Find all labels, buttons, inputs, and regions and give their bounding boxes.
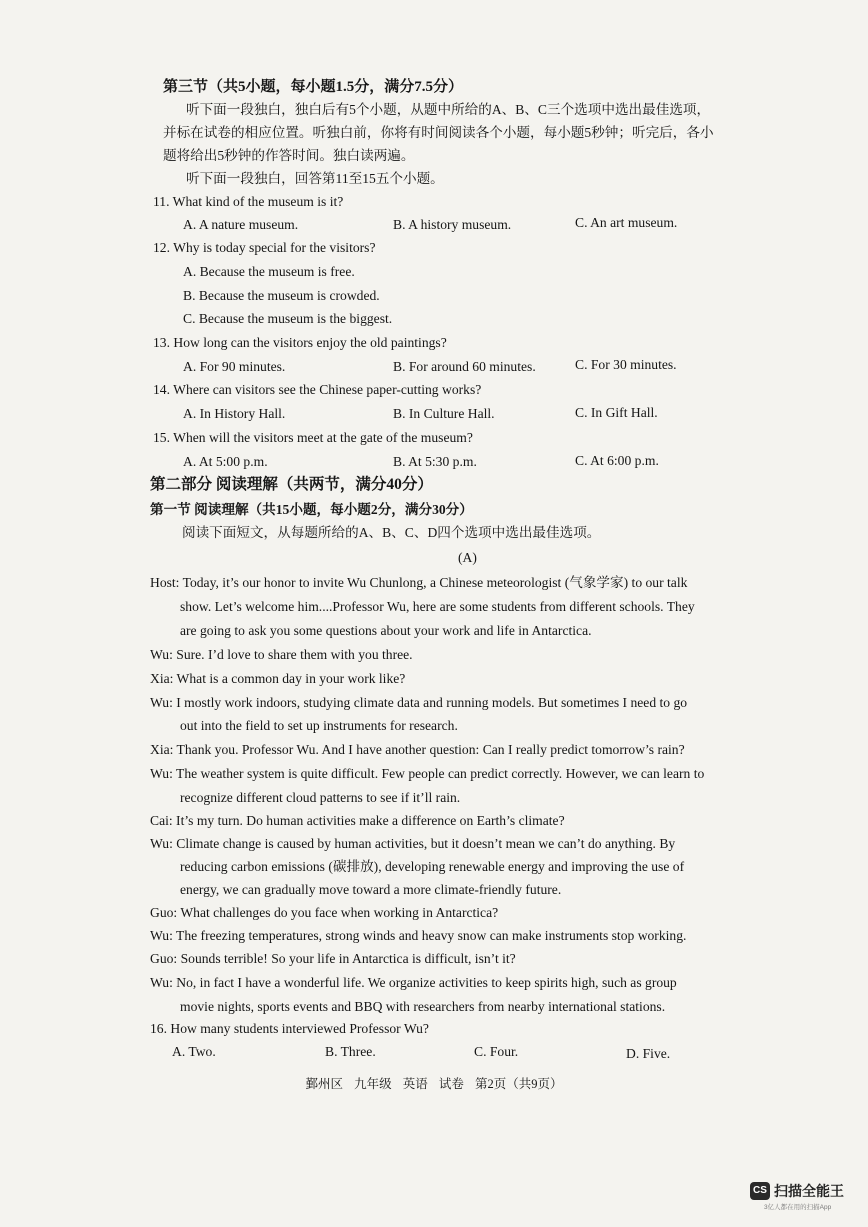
question-stem: 16. How many students interviewed Professor Wu? bbox=[150, 1021, 429, 1036]
dialogue-line: Wu: No, in fact I have a wonderful life. We organize activities to keep spirits high, such as group bbox=[150, 975, 677, 990]
section3-title: 第三节（共5小题，每小题1.5分，满分7.5分） bbox=[163, 79, 464, 95]
question-option: B. At 5:30 p.m. bbox=[393, 454, 477, 469]
dialogue-line: energy, we can gradually move toward a more climate-friendly future. bbox=[180, 882, 562, 897]
section3-sub-instruction: 听下面一段独白，回答第11至15五个小题。 bbox=[186, 171, 444, 186]
dialogue-line: Guo: Sounds terrible! So your life in Antarctica is difficult, isn’t it? bbox=[150, 951, 516, 966]
footer-subject: 英语 bbox=[402, 1077, 428, 1091]
question-stem: 15. When will the visitors meet at the gate of the museum? bbox=[153, 430, 473, 445]
page-footer bbox=[0, 1074, 868, 1092]
footer-doc: 试卷 bbox=[438, 1077, 464, 1091]
scanner-watermark bbox=[750, 1180, 858, 1214]
question-option: A. Two. bbox=[172, 1044, 216, 1059]
passage-label: (A) bbox=[458, 550, 477, 565]
dialogue-line: Xia: What is a common day in your work like? bbox=[150, 671, 406, 686]
question-option: C. In Gift Hall. bbox=[575, 405, 658, 420]
dialogue-line: Wu: Sure. I’d love to share them with you three. bbox=[150, 647, 413, 662]
question-option: A. A nature museum. bbox=[183, 217, 299, 232]
dialogue-line: recognize different cloud patterns to see if it’ll rain. bbox=[180, 790, 461, 805]
question-option: C. An art museum. bbox=[575, 215, 678, 230]
question-option: C. At 6:00 p.m. bbox=[575, 453, 659, 468]
watermark-subtitle: 3亿人都在用的扫描App bbox=[764, 1204, 832, 1211]
section3-instruction-line: 听下面一段独白，独白后有5个小题，从题中所给的A、B、C三个选项中选出最佳选项， bbox=[186, 102, 711, 117]
question-option: A. In History Hall. bbox=[183, 406, 286, 421]
dialogue-line: Wu: Climate change is caused by human activities, but it doesn’t mean we can’t do anything. By bbox=[150, 836, 676, 851]
question-stem: 14. Where can visitors see the Chinese paper-cutting works? bbox=[153, 382, 482, 397]
camscanner-logo-icon: CS bbox=[750, 1182, 770, 1200]
dialogue-line: Xia: Thank you. Professor Wu. And I have another question: Can I really predict tomorrow’s rain? bbox=[150, 742, 685, 757]
question-option: B. Three. bbox=[325, 1044, 376, 1059]
footer-district: 鄞州区 bbox=[305, 1077, 343, 1091]
question-option: C. For 30 minutes. bbox=[575, 357, 677, 372]
question-option: B. Because the museum is crowded. bbox=[183, 288, 380, 303]
question-option: A. For 90 minutes. bbox=[183, 359, 286, 374]
question-stem: 13. How long can the visitors enjoy the old paintings? bbox=[153, 335, 447, 350]
dialogue-line: Host: Today, it’s our honor to invite Wu Chunlong, a Chinese meteorologist (气象学家) to our talk bbox=[150, 575, 688, 590]
dialogue-line: show. Let’s welcome him....Professor Wu, here are some students from different schools. They bbox=[180, 599, 695, 614]
part2-instruction: 阅读下面短文，从每题所给的A、B、C、D四个选项中选出最佳选项。 bbox=[182, 525, 601, 540]
dialogue-line: are going to ask you some questions about your work and life in Antarctica. bbox=[180, 623, 592, 638]
watermark-name: 扫描全能王 bbox=[774, 1183, 844, 1199]
dialogue-line: Guo: What challenges do you face when working in Antarctica? bbox=[150, 905, 499, 920]
question-option: B. For around 60 minutes. bbox=[393, 359, 536, 374]
dialogue-line: movie nights, sports events and BBQ with researchers from nearby international stations. bbox=[180, 999, 666, 1014]
question-option: C. Four. bbox=[474, 1044, 519, 1059]
question-stem: 12. Why is today special for the visitors? bbox=[153, 240, 376, 255]
section3-instruction-line: 题将给出5秒钟的作答时间。独白读两遍。 bbox=[163, 148, 415, 163]
footer-grade: 九年级 bbox=[354, 1077, 392, 1091]
dialogue-line: Wu: The weather system is quite difficult. Few people can predict correctly. However, we can learn to bbox=[150, 766, 705, 781]
question-option: A. At 5:00 p.m. bbox=[183, 454, 268, 469]
footer-page: 第2页（共9页） bbox=[475, 1077, 563, 1091]
part2-title: 第二部分 阅读理解（共两节，满分40分） bbox=[150, 476, 433, 493]
dialogue-line: Wu: I mostly work indoors, studying climate data and running models. But sometimes I need to go bbox=[150, 695, 688, 710]
dialogue-line: reducing carbon emissions (碳排放), developing renewable energy and improving the use of bbox=[180, 859, 685, 874]
dialogue-line: out into the field to set up instruments for research. bbox=[180, 718, 458, 733]
dialogue-line: Wu: The freezing temperatures, strong winds and heavy snow can make instruments stop working. bbox=[150, 928, 687, 943]
question-option: D. Five. bbox=[626, 1046, 671, 1061]
section3-instruction-line: 并标在试卷的相应位置。听独白前，你将有时间阅读各个小题，每小题5秒钟；听完后，各小 bbox=[163, 125, 714, 140]
dialogue-line: Cai: It’s my turn. Do human activities make a difference on Earth’s climate? bbox=[150, 813, 565, 828]
question-option: A. Because the museum is free. bbox=[183, 264, 355, 279]
question-stem: 11. What kind of the museum is it? bbox=[153, 194, 344, 209]
question-option: C. Because the museum is the biggest. bbox=[183, 311, 393, 326]
question-option: B. In Culture Hall. bbox=[393, 406, 495, 421]
part2-section1-title: 第一节 阅读理解（共15小题，每小题2分，满分30分） bbox=[150, 502, 473, 517]
question-option: B. A history museum. bbox=[393, 217, 512, 232]
